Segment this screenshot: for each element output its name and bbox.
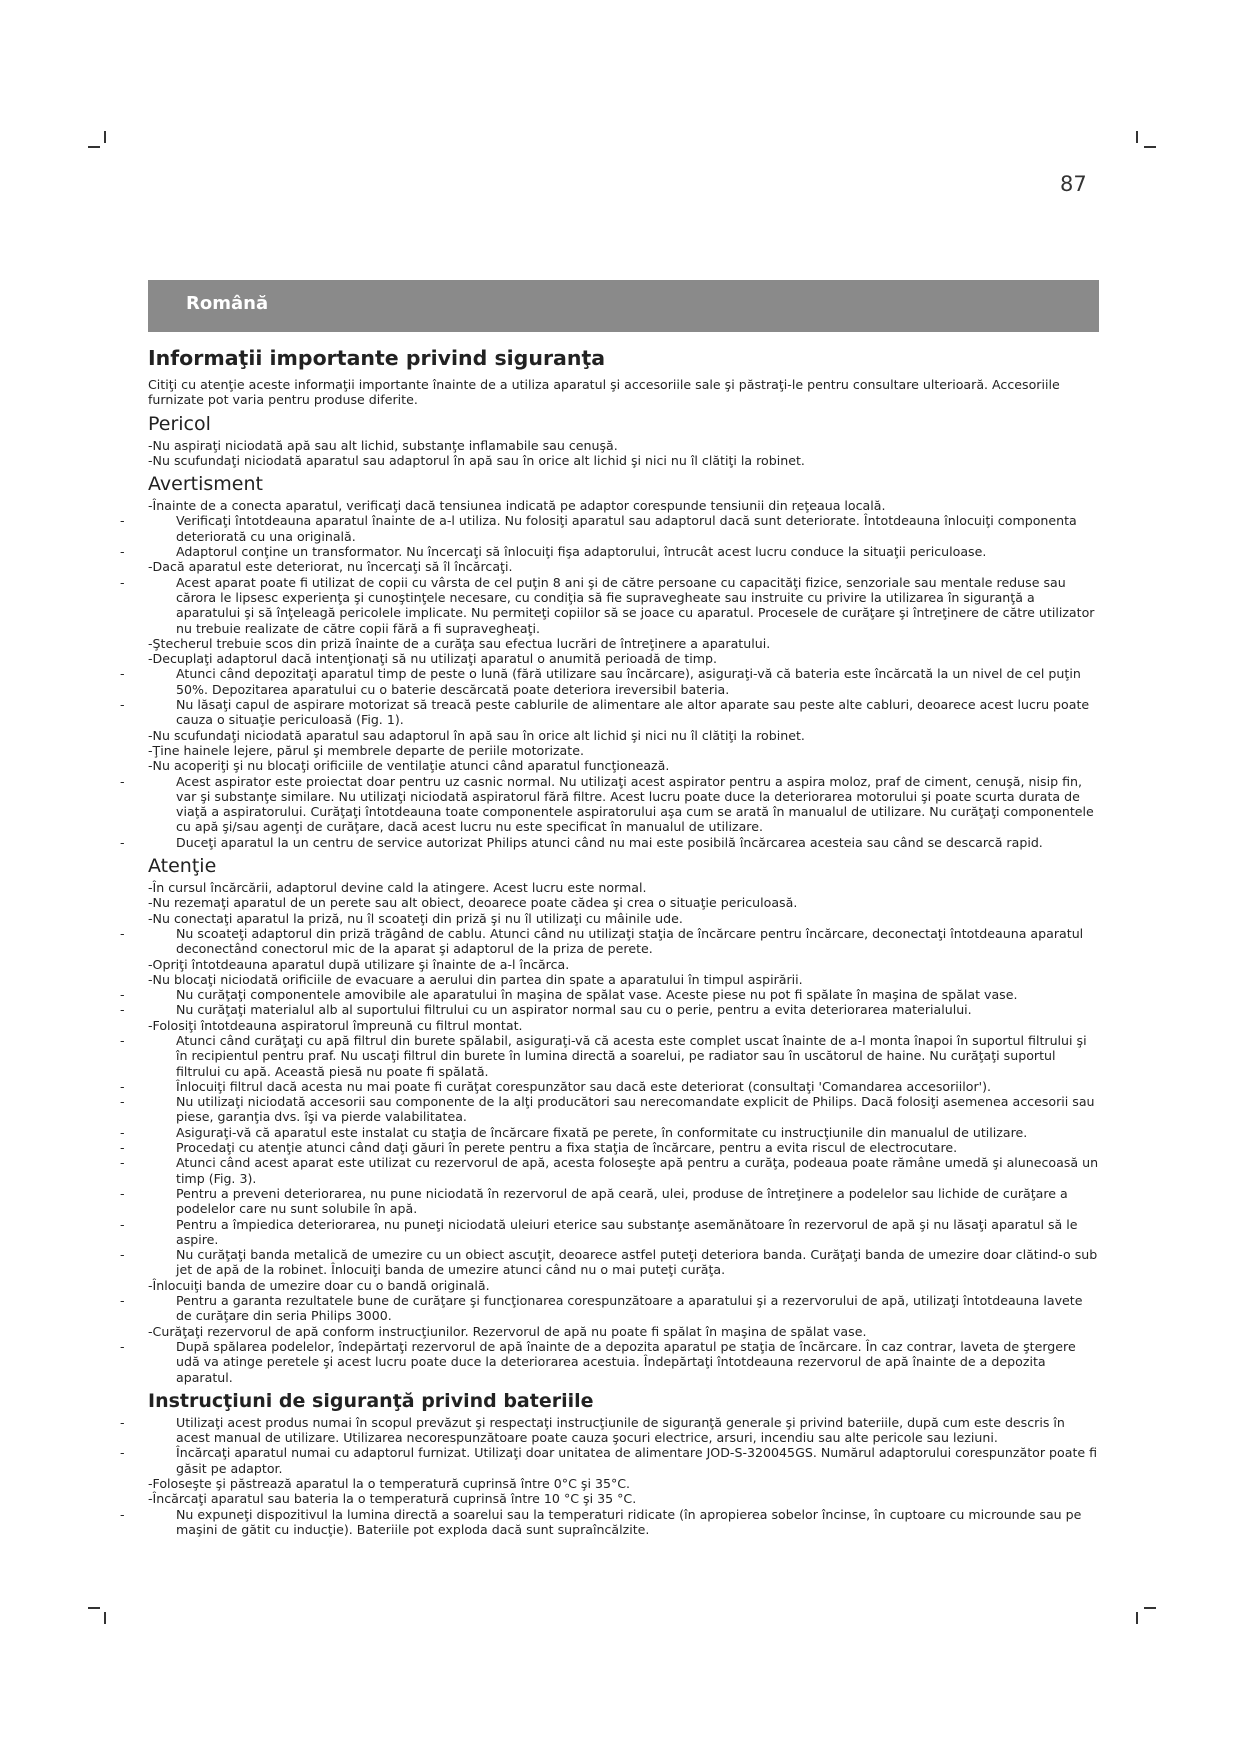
dash-bullet: - [120, 1445, 125, 1461]
dash-bullet: - [120, 1002, 125, 1018]
dash-bullet: - [148, 895, 153, 911]
list-item [120, 987, 1099, 1003]
list-item [148, 743, 1099, 758]
page-number: 87 [1060, 172, 1087, 196]
list-item [148, 1018, 1099, 1033]
list-item [148, 651, 1099, 666]
list-item [148, 880, 1099, 895]
dash-bullet: - [148, 1323, 153, 1339]
dash-bullet: - [120, 1185, 125, 1201]
list-item [120, 1155, 1099, 1186]
sections-container [120, 412, 1099, 1538]
list-item-text: Nu scufundaţi niciodată aparatul sau adaptorul în apă sau în orice alt lichid şi nici nu îl clătiţi la robinet. [152, 452, 805, 468]
dash-bullet: - [120, 544, 125, 560]
list-item [148, 957, 1099, 972]
list-item [148, 728, 1099, 743]
list-item [120, 1216, 1099, 1248]
dash-bullet: - [120, 1216, 125, 1232]
list-item-text: Nu rezemaţi aparatul de un perete sau alt obiect, deoarece poate cădea şi crea o situaţie periculoasă. [152, 895, 798, 911]
list-item-text: Asiguraţi-vă că aparatul este instalat cu staţia de încărcare fixată pe perete, în conformitate cu instrucţiunile din manualul de utilizare. [176, 1124, 1028, 1140]
list-item [148, 758, 1099, 773]
list-item-text: Încărcaţi aparatul sau bateria la o temperatură cuprinsă între 10 °C şi 35 °C. [152, 1491, 637, 1507]
list-item-text: Opriţi întotdeauna aparatul după utilizare şi înainte de a-l încărca. [152, 956, 570, 972]
intro-paragraph: Citiţi cu atenţie aceste informaţii importante înainte de a utiliza aparatul şi accesoriile sale şi păstraţi-le pentru consultare ulterioară. Accesoriile furnizate pot varia pentru produse diferite. [148, 377, 1060, 408]
list-item [120, 666, 1099, 697]
list-item [120, 834, 1099, 850]
list-item [120, 1247, 1099, 1278]
list-item [120, 697, 1099, 728]
list-item-text: Decuplaţi adaptorul dacă intenţionaţi să nu utilizaţi aparatul o anumită perioadă de timp. [152, 651, 718, 667]
crop-mark [104, 1612, 106, 1624]
list-item-text: Nu curăţaţi banda metalică de umezire cu un obiect ascuţit, deoarece astfel puteţi deteriora banda. Curăţaţi banda de umezire doar clătind-o sub jet de apă de la robinet. Înlocuiţi banda de umezire atunci când nu o mai puteţi curăţa. [176, 1247, 1098, 1278]
dash-bullet: - [148, 971, 153, 987]
dash-bullet: - [120, 1032, 125, 1048]
list-item-text: Nu lăsaţi capul de aspirare motorizat să treacă peste cablurile de alimentare ale altor aparate sau peste alte cabluri, deoarece acest lucru poate cauza o situaţie periculoasă (Fig. 1). [176, 697, 1090, 728]
dash-bullet: - [148, 1277, 153, 1293]
dash-bullet: - [148, 437, 153, 453]
list-item-text: Folosiţi întotdeauna aspiratorul împreună cu filtrul montat. [152, 1017, 523, 1033]
dash-bullet: - [120, 1140, 125, 1156]
list-item-text: Nu expuneţi dispozitivul la lumina directă a soarelui sau la temperaturi ridicate (în apropierea sobelor încinse, în cuptoare cu microunde sau pe maşini de gătit cu inducţie). Bateriile pot exploda dacă sunt supraîncălzite. [176, 1506, 1082, 1537]
list-item-text: Înlocuiţi banda de umezire doar cu o bandă originală. [152, 1277, 490, 1293]
list-item-text: Adaptorul conţine un transformator. Nu încercaţi să înlocuiţi fişa adaptorului, întrucât acest lucru conduce la situaţii periculoase. [176, 544, 987, 560]
list-item-text: Acest aspirator este proiectat doar pentru uz casnic normal. Nu utilizaţi acest aspirator pentru a aspira moloz, praf de ciment, cenuşă, nisip fin, var şi substanţe similare. Nu utilizaţi niciodată aspiratorul fără filtre. Acest lucru poate duce la deteriorarea motorului şi poate scurta durata de viaţă a aspiratorului. Curăţaţi întotdeauna toate componentele aspiratorului aşa cum se arată în manualul de utilizare. Nu curăţaţi componentele cu apă şi/sau agenţi de curăţare, dacă acest lucru nu este specificat în manualul de utilizare. [176, 773, 1094, 835]
dash-bullet: - [148, 1017, 153, 1033]
list-item-text: Utilizaţi acest produs numai în scopul prevăzut şi respectaţi instrucţiunile de siguranţă generale şi privind bateriile, după cum este descris în acest manual de utilizare. Utilizarea necorespunzătoare poate cauza şocuri electrice, arsuri, incendiu sau alte pericole sau leziuni. [176, 1414, 1065, 1446]
dash-bullet: - [120, 574, 125, 590]
dash-bullet: - [148, 452, 153, 468]
list-item [120, 574, 1099, 636]
list-item-text: Nu curăţaţi componentele amovibile ale aparatului în maşina de spălat vase. Aceste piese nu pot fi spălate în maşina de spălat vase. [176, 987, 1018, 1003]
list-item [148, 1324, 1099, 1339]
dash-bullet: - [120, 666, 125, 682]
dash-bullet: - [120, 1247, 125, 1263]
dash-bullet: - [120, 513, 125, 529]
list-item [148, 636, 1099, 651]
dash-bullet: - [148, 635, 153, 651]
list-item-text: Foloseşte şi păstrează aparatul la o temperatură cuprinsă între 0°C şi 35°C. [152, 1476, 631, 1491]
list-item-text: Ţine hainele lejere, părul şi membrele departe de periile motorizate. [152, 742, 584, 758]
list-item [148, 911, 1099, 926]
list-item [148, 1491, 1099, 1506]
section-heading: Pericol [148, 412, 211, 435]
list-item [148, 1278, 1099, 1293]
list-item-text: Nu curăţaţi materialul alb al suportului filtrului cu un aspirator normal sau cu o perie, pentru a evita deteriorarea materialului. [176, 1002, 972, 1018]
list-item-text: Nu utilizaţi niciodată accesorii sau componente de la alţi producători sau nerecomandate explicit de Philips. Dacă folosiţi asemenea accesorii sau piese, garanţia dvs. îşi va pierde valabilitatea. [176, 1094, 1095, 1125]
list-item-text: Nu scoateţi adaptorul din priză trăgând de cablu. Atunci când nu utilizaţi staţia de încărcare pentru încărcare, deconectaţi întotdeauna aparatul deconectând conectorul mic de la aparat şi adaptorul de la priza de perete. [176, 925, 1084, 957]
list-item [120, 1506, 1099, 1538]
list-item [148, 453, 1099, 468]
list-item [120, 1293, 1099, 1324]
crop-mark [88, 146, 100, 148]
list-item-text: Înlocuiţi filtrul dacă acesta nu mai poate fi curăţat corespunzător sau dacă este deteriorat (consultaţi 'Comandarea accesoriilor'). [176, 1078, 992, 1094]
dash-bullet: - [148, 956, 153, 972]
page-title: Informaţii importante privind siguranţa [148, 346, 606, 370]
list-item [120, 1124, 1099, 1140]
dash-bullet: - [120, 1338, 125, 1354]
list-item-text: Nu conectaţi aparatul la priză, nu îl scoateţi din priză şi nu îl utilizaţi cu mâinile ude. [152, 910, 683, 926]
list-item-text: Nu scufundaţi niciodată aparatul sau adaptorul în apă sau în orice alt lichid şi nici nu îl clătiţi la robinet. [152, 727, 805, 743]
dash-bullet: - [120, 697, 125, 713]
dash-bullet: - [120, 1293, 125, 1309]
list-item [120, 1338, 1099, 1385]
dash-bullet: - [148, 498, 153, 514]
dash-bullet: - [148, 1476, 153, 1491]
list-item-text: Duceţi aparatul la un centru de service autorizat Philips atunci când nu mai este posibilă încărcarea acesteia sau când se descarcă rapid. [176, 834, 1043, 850]
language-label: Română [186, 293, 269, 314]
list-item-text: Atunci când curăţaţi cu apă filtrul din burete spălabil, asiguraţi-vă că acesta este complet uscat înainte de a-l monta înapoi în suportul filtrului şi în recipientul pentru praf. Nu uscaţi filtrul din burete în lumina directă a soarelui, pe radiator sau în uscătorul de haine. Nu curăţaţi suportul filtrului cu apă. Această piesă nu poate fi spălată. [176, 1032, 1087, 1079]
document-body [120, 345, 1099, 1537]
crop-mark [1136, 1612, 1138, 1624]
dash-bullet: - [148, 742, 153, 758]
list-item [120, 773, 1099, 835]
list-item [120, 1094, 1099, 1125]
list-item-text: Încărcaţi aparatul numai cu adaptorul furnizat. Utilizaţi doar unitatea de alimentare JOD-S-320045GS. Numărul adaptorului corespunzător poate fi găsit pe adaptor. [176, 1445, 1098, 1476]
section-heading: Avertisment [148, 473, 263, 496]
list-item [148, 895, 1099, 910]
list-item-text: Curăţaţi rezervorul de apă conform instrucţiunilor. Rezervorul de apă nu poate fi spălat în maşina de spălat vase. [152, 1323, 867, 1339]
dash-bullet: - [120, 1094, 125, 1110]
crop-mark [1136, 131, 1138, 143]
list-item-text: Înainte de a conecta aparatul, verificaţi dacă tensiunea indicată pe adaptor corespunde tensiunii din reţeaua locală. [152, 498, 886, 514]
dash-bullet: - [120, 987, 125, 1003]
list-item [120, 1414, 1099, 1446]
list-item-text: Procedaţi cu atenţie atunci când daţi găuri în perete pentru a fixa staţia de încărcare, pentru a evita riscul de electrocutare. [176, 1140, 958, 1156]
dash-bullet: - [120, 1078, 125, 1094]
list-item [120, 513, 1099, 544]
crop-mark [1144, 146, 1156, 148]
list-item-text: Nu aspiraţi niciodată apă sau alt lichid, substanţe inflamabile sau cenuşă. [152, 437, 618, 453]
list-item-text: În cursul încărcării, adaptorul devine cald la atingere. Acest lucru este normal. [152, 880, 647, 896]
crop-mark [104, 131, 106, 143]
list-item [120, 1445, 1099, 1476]
dash-bullet: - [148, 758, 153, 774]
list-item-text: Atunci când acest aparat este utilizat cu rezervorul de apă, acesta foloseşte apă pentru a curăţa, podeaua poate rămâne umedă şi alunecoasă un timp (Fig. 3). [176, 1155, 1099, 1186]
dash-bullet: - [120, 773, 125, 789]
list-item [120, 1078, 1099, 1094]
dash-bullet: - [120, 1124, 125, 1140]
crop-mark [1144, 1607, 1156, 1609]
dash-bullet: - [120, 925, 125, 941]
list-item [120, 1002, 1099, 1018]
list-item-text: Pentru a garanta rezultatele bune de curăţare şi funcţionarea corespunzătoare a aparatului şi a rezervorului de apă, utilizaţi întotdeauna lavete de curăţare din seria Philips 3000. [176, 1293, 1083, 1324]
list-item [148, 1476, 1099, 1491]
list-item [148, 498, 1099, 513]
dash-bullet: - [120, 834, 125, 850]
list-item-text: Verificaţi întotdeauna aparatul înainte de a-l utiliza. Nu folosiţi aparatul sau adaptorul dacă sunt deteriorate. Întotdeauna înlocuiţi componenta deteriorată cu una originală. [176, 513, 1077, 544]
dash-bullet: - [120, 1155, 125, 1171]
list-item [120, 1032, 1099, 1079]
list-item [148, 438, 1099, 453]
dash-bullet: - [148, 910, 153, 926]
dash-bullet: - [120, 1414, 125, 1430]
list-item-text: Nu acoperiţi şi nu blocaţi orificiile de ventilaţie atunci când aparatul funcţionează. [152, 758, 670, 774]
list-item-text: După spălarea podelelor, îndepărtaţi rezervorul de apă înainte de a depozita aparatul pe staţia de încărcare. În caz contrar, laveta de ştergere udă va atinge peretele şi acest lucru poate duce la deteriorarea acestuia. Îndepărtaţi întotdeauna rezervorul de apă înainte de a depozita aparatul. [176, 1338, 1076, 1385]
dash-bullet: - [148, 559, 153, 575]
dash-bullet: - [148, 880, 153, 896]
list-item-text: Dacă aparatul este deteriorat, nu încercaţi să îl încărcaţi. [152, 559, 513, 575]
list-item-text: Pentru a preveni deteriorarea, nu pune niciodată în rezervorul de apă ceară, ulei, produse de întreţinere a podelelor sau lichide de curăţare a podelelor care nu sunt solubile în apă. [176, 1185, 1068, 1217]
language-banner [148, 280, 1099, 332]
list-item-text: Acest aparat poate fi utilizat de copii cu vârsta de cel puţin 8 ani şi de către persoane cu capacităţi fizice, senzoriale sau mentale reduse sau cărora le lipsesc experienţa şi cunoştinţele necesare, cu condiţia să fie supravegheate sau instruite cu privire la utilizarea în siguranţă a aparatului şi să înţeleagă pericolele implicate. Nu permiteţi copiilor să se joace cu aparatul. Procesele de curăţare şi întreţinere de către utilizator nu trebuie realizate de către copii fără a fi supravegheaţi. [176, 574, 1095, 636]
dash-bullet: - [148, 1491, 153, 1507]
list-item-text: Ştecherul trebuie scos din priză înainte de a curăţa sau efectua lucrări de întreţinere a aparatului. [152, 635, 771, 651]
section-heading: Instrucţiuni de siguranţă privind bateriile [148, 1389, 594, 1412]
crop-mark [88, 1607, 100, 1609]
section-heading: Atenţie [148, 855, 217, 878]
dash-bullet: - [120, 1506, 125, 1522]
list-item [120, 1185, 1099, 1217]
dash-bullet: - [148, 651, 153, 667]
list-item-text: Atunci când depozitaţi aparatul timp de peste o lună (fără utilizare sau încărcare), asiguraţi-vă că bateria este încărcată la un nivel de cel puţin 50%. Depozitarea aparatului cu o baterie descărcată poate deteriora ireversibil bateria. [176, 666, 1081, 697]
list-item [120, 1140, 1099, 1156]
list-item-text: Nu blocaţi niciodată orificiile de evacuare a aerului din partea din spate a aparatului în timpul aspirării. [152, 971, 803, 987]
list-item [120, 544, 1099, 560]
dash-bullet: - [148, 727, 153, 743]
list-item [120, 925, 1099, 957]
list-item [148, 972, 1099, 987]
list-item-text: Pentru a împiedica deteriorarea, nu puneţi niciodată uleiuri eterice sau substanţe asemănătoare în rezervorul de apă şi nu lăsaţi aparatul să le aspire. [176, 1216, 1078, 1247]
list-item [148, 559, 1099, 574]
